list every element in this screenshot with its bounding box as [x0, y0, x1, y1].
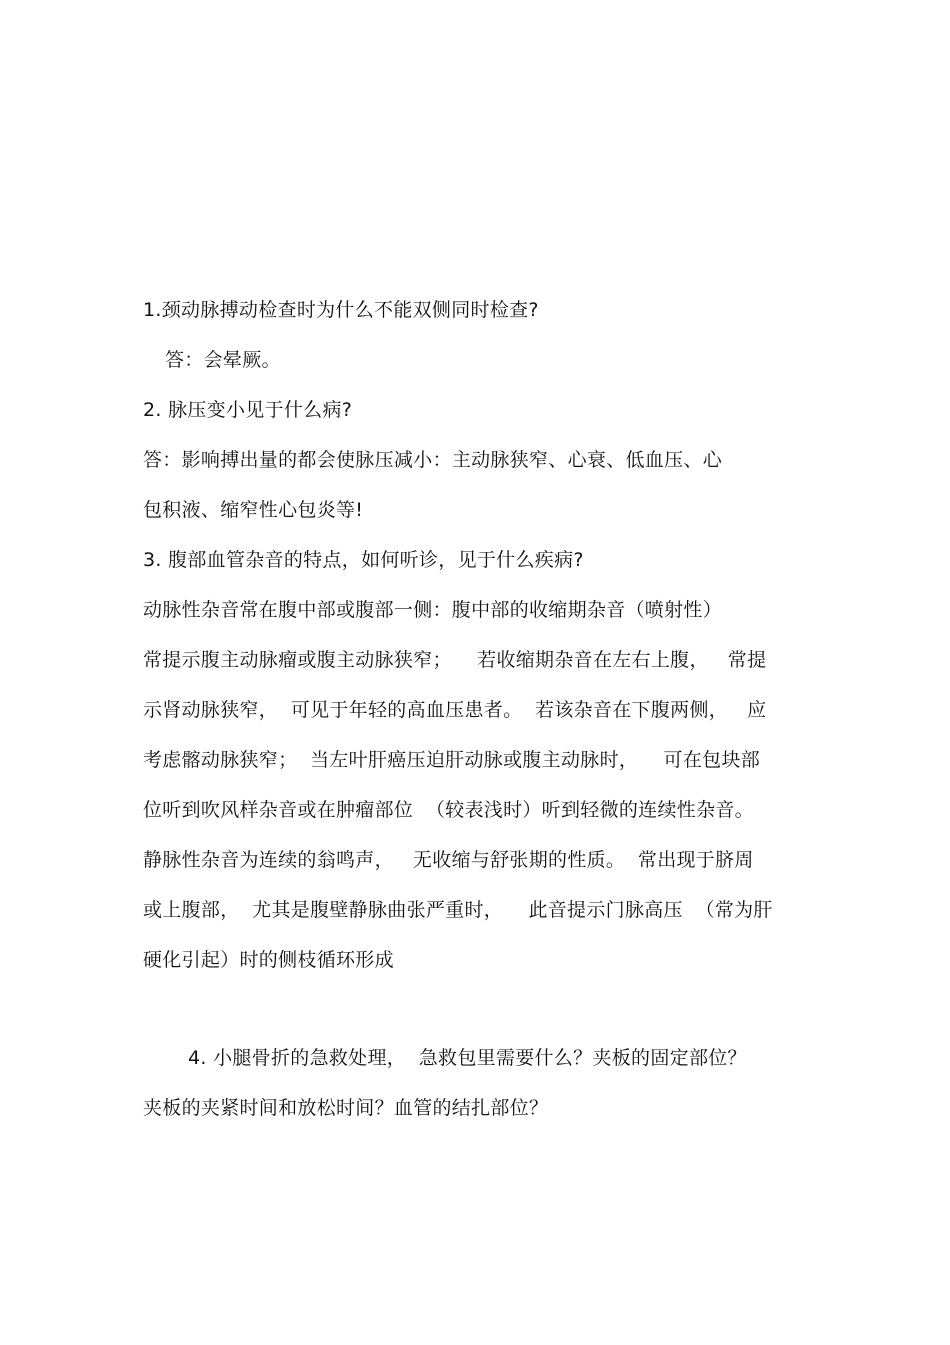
answer-3-line-3: 示肾动脉狭窄， 可见于年轻的高血压患者。 若该杂音在下腹两侧， 应	[143, 699, 767, 721]
answer-3-line-7: 或上腹部， 尤其是腹壁静脉曲张严重时， 此音提示门脉高压 （常为肝	[143, 899, 773, 921]
question-1: 1.颈动脉搏动检查时为什么不能双侧同时检查?	[143, 299, 539, 321]
answer-2-line-1: 答：影响搏出量的都会使脉压减小：主动脉狭窄、心衰、低血压、心	[143, 449, 723, 471]
answer-3-line-6: 静脉性杂音为连续的翁鸣声， 无收缩与舒张期的性质。 常出现于脐周	[143, 849, 754, 871]
answer-1: 答：会晕厥。	[165, 349, 281, 371]
question-2: 2. 脉压变小见于什么病?	[143, 399, 353, 421]
answer-3-line-5: 位听到吹风样杂音或在肿瘤部位 （较表浅时）听到轻微的连续性杂音。	[143, 799, 754, 821]
question-4-line-1: 4. 小腿骨折的急救处理， 急救包里需要什么？夹板的固定部位？	[188, 1047, 747, 1069]
question-4-line-2: 夹板的夹紧时间和放松时间？血管的结扎部位？	[143, 1097, 549, 1119]
answer-3-line-4: 考虑髂动脉狭窄； 当左叶肝癌压迫肝动脉或腹主动脉时， 可在包块部	[143, 749, 761, 771]
answer-3-line-8: 硬化引起）时的侧枝循环形成	[143, 949, 394, 971]
answer-3-line-1: 动脉性杂音常在腹中部或腹部一侧：腹中部的收缩期杂音（喷射性）	[143, 599, 723, 621]
answer-2-line-2: 包积液、缩窄性心包炎等!	[143, 499, 364, 521]
question-3: 3. 腹部血管杂音的特点，如何听诊，见于什么疾病?	[143, 549, 584, 571]
answer-3-line-2: 常提示腹主动脉瘤或腹主动脉狭窄； 若收缩期杂音在左右上腹， 常提	[143, 649, 767, 671]
